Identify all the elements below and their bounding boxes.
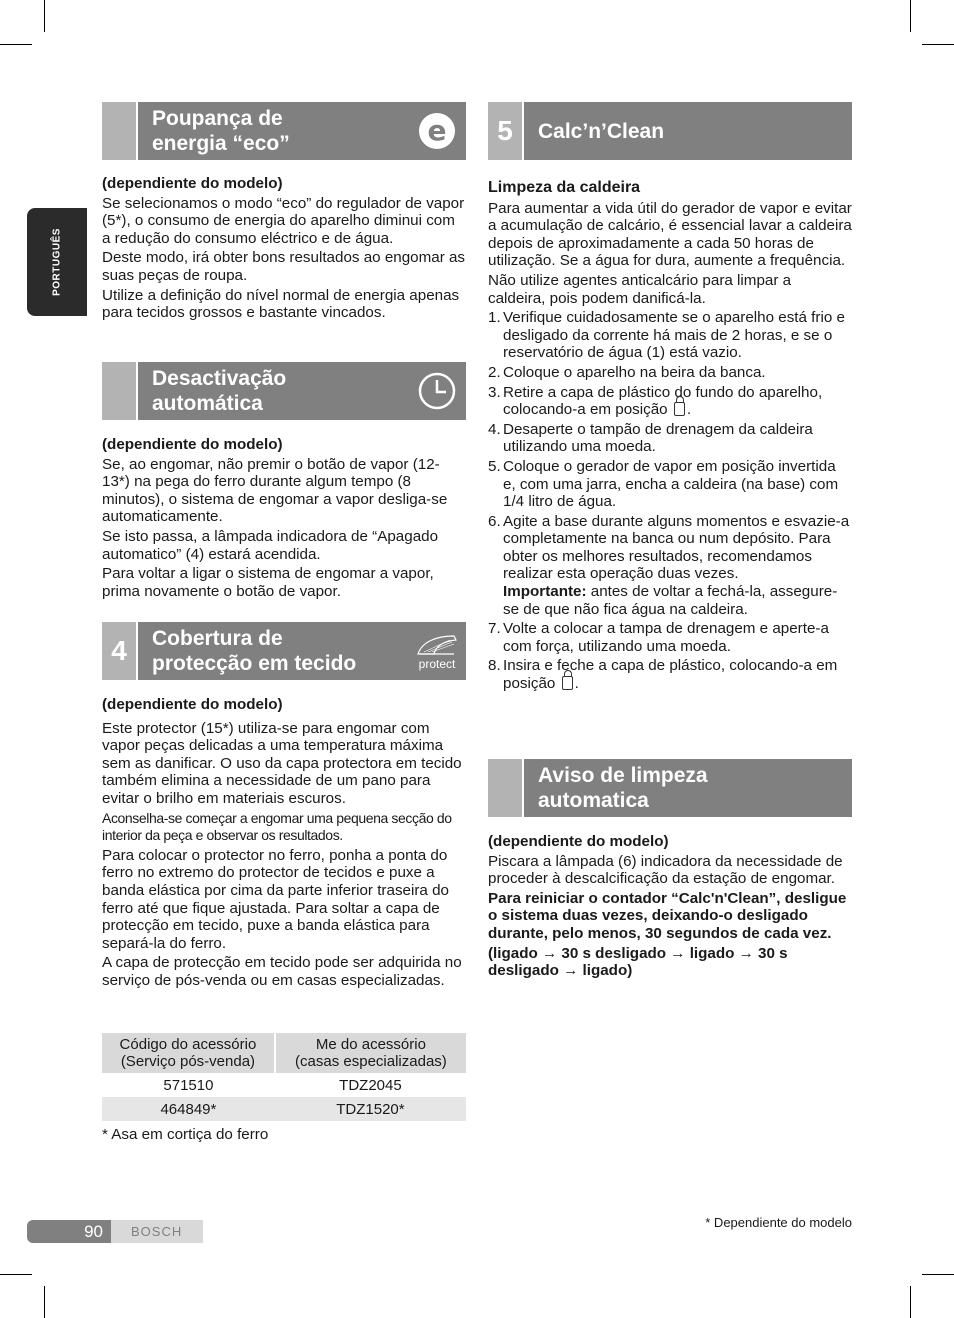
section-title: Calc’n’Clean: [538, 119, 665, 143]
calc-text: [488, 179, 852, 695]
step-number: 4.: [488, 420, 501, 438]
list-item: [488, 513, 852, 619]
steps-list: [488, 309, 852, 692]
paragraph: Se selecionamos o modo “eco” do regulador de vapor (5*), o consumo de energia do aparelho diminui com a redução do consumo eléctrico e de água.: [102, 194, 465, 247]
language-label: PORTUGUÊS: [51, 228, 63, 296]
section-title: Cobertura de protecção em tecido: [152, 627, 357, 675]
paragraph: A capa de protecção em tecido pode ser adquirida no serviço de pós-venda ou em casas especializadas.: [102, 954, 462, 989]
list-item: [488, 421, 852, 456]
table-note: [102, 1126, 466, 1146]
paragraph: Não utilize agentes anticalcário para limpar a caldeira, pois podem danificá-la.: [488, 271, 792, 307]
clock-icon: [408, 362, 466, 420]
paragraph: (ligado → 30 s desligado → ligado → 30 s desligado → ligado): [488, 944, 788, 980]
paragraph: Para reiniciar o contador “Calc'n'Clean”, desligue o sistema duas vezes, deixando-o desligado durante, pelo menos, 30 segundos de cada vez.: [488, 889, 847, 942]
step-number: 6.: [488, 512, 501, 530]
step-number: 5.: [488, 457, 501, 475]
section-header-notice: [488, 759, 852, 817]
crop-mark: [910, 0, 911, 32]
section-header-cover: [102, 622, 466, 680]
step-number: 1.: [488, 309, 501, 327]
unlock-icon: [674, 402, 685, 416]
paragraph: Este protector (15*) utiliza-se para engomar com vapor peças delicadas a uma temperatura máxima sem as danificar. O uso da capa protectora em tecido também elimina a necessidade de um pano para evitar o brilho em materiais escuros.: [102, 719, 462, 807]
footnote: * Dependiente do modelo: [705, 1215, 852, 1230]
crop-mark: [910, 1286, 911, 1318]
important-label: Importante:: [503, 583, 587, 601]
table-cell: 571510: [163, 1076, 214, 1094]
step-number: 8.: [488, 657, 501, 675]
section-number: 5: [488, 102, 524, 160]
paragraph: Se, ao engomar, não premir o botão de vapor (12-13*) na pega do ferro durante algum tempo (8 minutos), o sistema de engomar a vapor desliga-se automaticamente.: [102, 455, 448, 526]
crop-mark: [922, 1274, 954, 1275]
section-number: 4: [102, 622, 138, 680]
step-suffix: .: [686, 401, 692, 419]
model-note: (dependiente do modelo): [102, 436, 283, 453]
step-number: 2.: [488, 363, 501, 381]
subheading: Limpeza da caldeira: [488, 179, 641, 196]
list-item: [488, 309, 852, 362]
notice-text: [488, 833, 852, 982]
section-number-box: [102, 362, 138, 420]
step-text: Desaperte o tampão de drenagem da caldeira utilizando uma moeda.: [503, 420, 813, 456]
crop-mark: [44, 1286, 45, 1318]
section-title: Aviso de limpeza automatica: [538, 764, 708, 812]
important-text: antes de voltar a fechá-la, assegure-se de que não fica água na caldeira.: [503, 583, 838, 618]
auto-off-text: [102, 436, 466, 602]
section-header-auto-off: [102, 362, 466, 420]
step-text: Agite a base durante alguns momentos e esvazie-a completamente na banca ou num depósito. Para obter os melhores resultados, recomendamos realizar esta operação duas vezes.: [503, 512, 850, 583]
model-note: (dependiente do modelo): [488, 833, 669, 850]
protect-label: protect: [418, 657, 456, 671]
accessory-table: [102, 1033, 466, 1121]
step-text: Retire a capa de plástico do fundo do aparelho, colocando-a em posição: [503, 383, 823, 419]
list-item: [488, 657, 852, 692]
table-cell: 464849*: [102, 1097, 275, 1121]
section-title: Poupança de energia “eco”: [152, 107, 290, 155]
table-header: Código do acessório (Serviço pós-venda): [102, 1033, 275, 1073]
table-cell: TDZ2045: [339, 1076, 402, 1094]
step-text: Coloque o gerador de vapor em posição invertida e, com uma jarra, encha a caldeira (na base) com 1/4 litro de água.: [503, 457, 839, 511]
language-tab: [27, 208, 87, 316]
list-item: [488, 364, 852, 382]
paragraph: Piscara a lâmpada (6) indicadora da necessidade de proceder à descalcificação da estação de engomar.: [488, 852, 843, 888]
step-suffix: .: [574, 675, 579, 693]
table-row: [102, 1073, 466, 1097]
list-item: [488, 384, 852, 419]
step-text: Coloque o aparelho na beira da banca.: [503, 363, 766, 381]
iron-protect-icon: [408, 622, 466, 680]
step-number: 7.: [488, 620, 501, 638]
eco-icon: [408, 102, 466, 160]
cover-text: [102, 696, 466, 992]
lock-icon: [562, 676, 573, 690]
crop-mark: [0, 1274, 32, 1275]
paragraph: Aconselha-se começar a engomar uma pequena secção do interior da peça e observar os resultados.: [102, 809, 452, 844]
crop-mark: [0, 44, 32, 45]
table-row: [102, 1097, 466, 1121]
crop-mark: [922, 44, 954, 45]
section-header-eco: [102, 102, 466, 160]
section-title: Desactivação automática: [152, 367, 287, 415]
paragraph: Se isto passa, a lâmpada indicadora de “Apagado automatico” (4) estará acendida.: [102, 527, 439, 563]
model-note: (dependiente do modelo): [102, 175, 283, 192]
step-text: Insira e feche a capa de plástico, colocando-a em posição: [503, 657, 838, 693]
model-note: (dependiente do modelo): [102, 696, 283, 713]
paragraph: Deste modo, irá obter bons resultados ao engomar as suas peças de roupa.: [102, 249, 466, 284]
paragraph: Utilize a definição do nível normal de energia apenas para tecidos grossos e bastante vincados.: [102, 286, 460, 322]
section-header-calc: [488, 102, 852, 160]
step-number: 3.: [488, 383, 501, 401]
table-cell: TDZ1520*: [275, 1097, 466, 1121]
crop-mark: [44, 0, 45, 32]
step-text: Volte a colocar a tampa de drenagem e aperte-a com força, utilizando uma moeda.: [503, 620, 829, 655]
paragraph: Para voltar a ligar o sistema de engomar a vapor, prima novamente o botão de vapor.: [102, 565, 434, 600]
section-number-box: [488, 759, 524, 817]
list-item: [488, 620, 852, 655]
section-number-box: [102, 102, 138, 160]
table-header: Me do acessório (casas especializadas): [275, 1033, 466, 1073]
paragraph: Para colocar o protector no ferro, ponha a ponta do ferro no extremo do protector de tecidos e puxe a banda elástica por cima da parte inferior traseira do ferro até que fique ajustada. Para soltar a capa de protecção em tecido, puxe a banda elástica para separá-la do ferro.: [102, 846, 449, 952]
list-item: [488, 458, 852, 511]
table-note-text: * Asa em cortiça do ferro: [102, 1126, 269, 1143]
paragraph: Para aumentar a vida útil do gerador de vapor e evitar a acumulação de calcário, é essencial lavar a caldeira depois de aproximadamente a cada 50 horas de utilização. Se a água for dura, aumente a frequência.: [488, 199, 852, 270]
svg-text:e: e: [427, 114, 447, 147]
step-text: Verifique cuidadosamente se o aparelho está frio e desligado da corrente há mais de 2 horas, e se o reservatório de água (1) está vazio.: [503, 309, 845, 362]
eco-text: [102, 175, 466, 324]
brand-label: BOSCH: [111, 1220, 203, 1243]
page-number: 90: [27, 1220, 111, 1243]
